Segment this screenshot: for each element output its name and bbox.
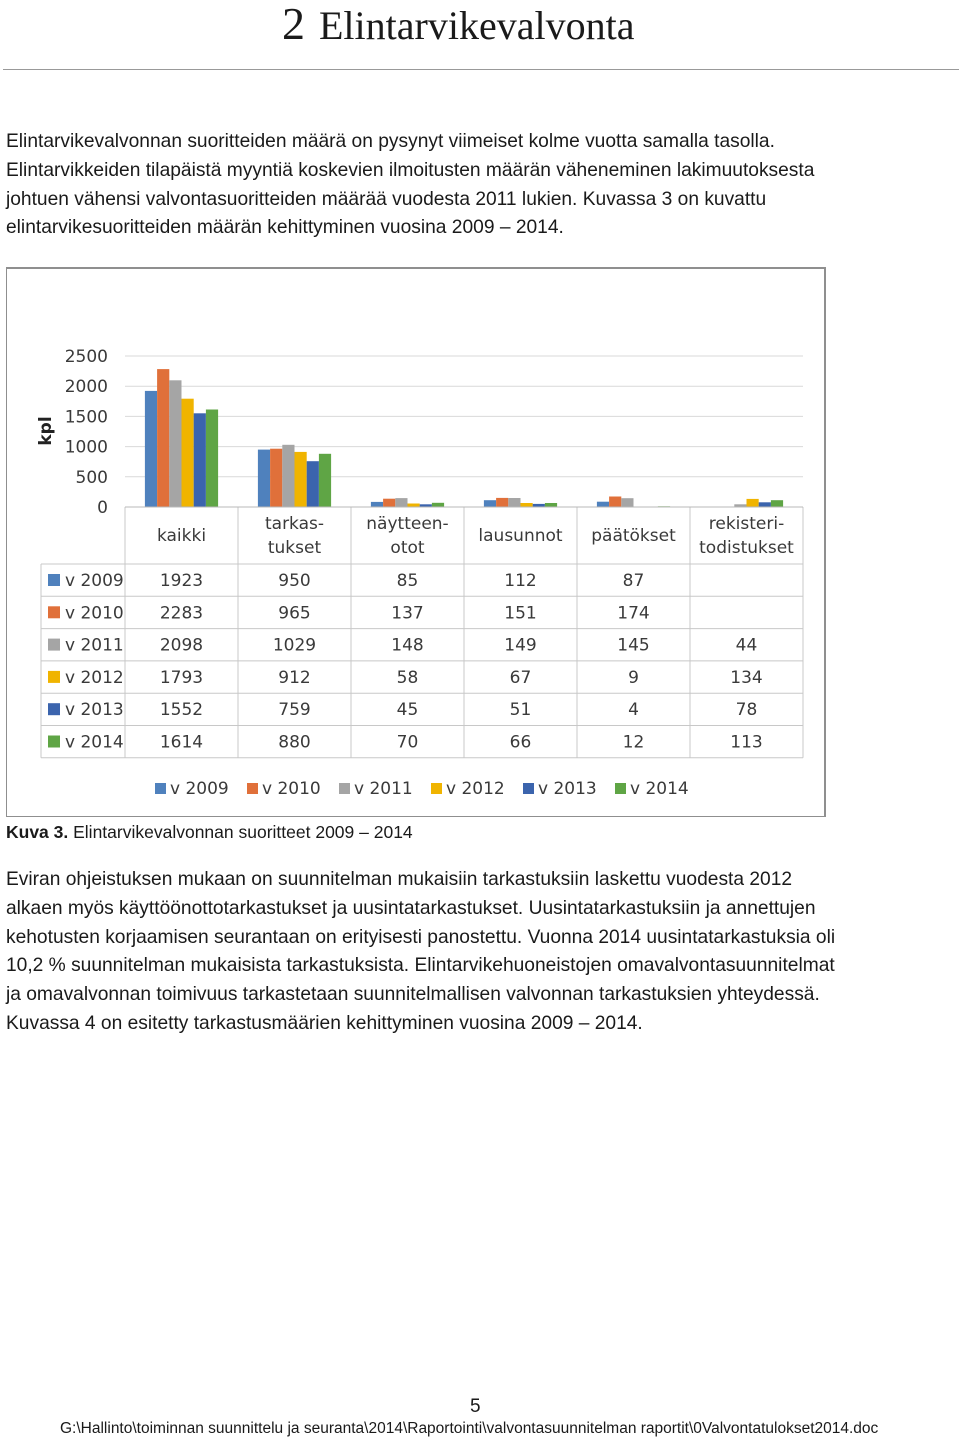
section-number: 2 [282, 0, 305, 49]
legend-key [155, 783, 166, 794]
bar-v-2014 [545, 503, 557, 507]
data-label: 1793 [159, 667, 204, 688]
category-label: kaikki [156, 526, 207, 546]
intro-paragraph [6, 128, 956, 243]
intro-line: Elintarvikevalvonnan suoritteiden määrä on pysynyt viimeiset kolme vuotta samalla tasolla. [6, 131, 775, 152]
bar-v-2011 [508, 498, 520, 507]
bar-v-2014 [319, 454, 331, 507]
data-label: 70 [396, 732, 419, 753]
legend-entry: v 2009 [170, 779, 229, 799]
legend-entry: v 2011 [354, 779, 413, 799]
legend-entry: v 2013 [538, 779, 597, 799]
y-tick-label: 2000 [64, 377, 108, 398]
bar-v-2012 [408, 504, 420, 508]
table-series-label: v 2009 [65, 571, 124, 591]
bar-v-2009 [371, 502, 383, 507]
data-label: 149 [504, 635, 537, 656]
legend-key [339, 783, 350, 794]
data-label: 112 [504, 571, 537, 591]
data-label: 1552 [159, 700, 204, 721]
table-legend-key [48, 574, 60, 586]
bar-v-2009 [145, 391, 157, 507]
data-label: 45 [396, 700, 419, 721]
category-label: näytteen- [366, 514, 449, 534]
bar-v-2013 [194, 413, 206, 507]
data-label: 85 [396, 571, 419, 591]
bar-v-2011 [169, 380, 181, 507]
bar-v-2012 [521, 503, 533, 507]
section-heading [282, 0, 634, 50]
data-label: 965 [278, 603, 311, 624]
bar-v-2009 [258, 450, 270, 507]
bar-v-2010 [383, 499, 395, 507]
bar-v-2010 [157, 369, 169, 507]
bar-v-2012 [747, 499, 759, 507]
category-label: tarkas- [264, 514, 325, 534]
table-legend-key [48, 703, 60, 715]
data-label: 134 [730, 667, 763, 688]
body-line: ja omavalvonnan toimivuus tarkastetaan suunnitelmallisen valvonnan tarkastuksien yhteydessä. [6, 984, 820, 1006]
heading-rule [3, 69, 959, 70]
y-tick-label: 2500 [64, 347, 108, 367]
data-label: 148 [391, 635, 424, 656]
table-series-label: v 2013 [65, 700, 124, 721]
category-label: todistukset [699, 538, 794, 558]
data-label: 1923 [159, 571, 204, 591]
bar-chart [7, 269, 825, 816]
bar-v-2013 [759, 502, 771, 507]
footer-file-path: G:\Hallinto\toiminnan suunnittelu ja seuranta\2014\Raportointi\valvontasuunnitelman raportit\0Valvontatulokset2014.doc [60, 1420, 879, 1437]
body-line: Eviran ohjeistuksen mukaan on suunnitelman mukaisiin tarkastuksiin laskettu vuodesta 2012 [6, 869, 793, 890]
body-line: 10,2 % suunnitelman mukaisista tarkastuksista. Elintarvikehuoneistojen omavalvontasuunnitelmat [6, 955, 835, 977]
intro-line: johtuen vähensi valvontasuoritteiden määrää vuodesta 2011 lukien. Kuvassa 3 on kuvattu [6, 188, 767, 210]
data-label: 912 [278, 667, 311, 688]
figure-caption [6, 822, 413, 843]
data-label: 58 [396, 667, 419, 688]
bar-v-2011 [621, 498, 633, 507]
body-line: Kuvassa 4 on esitetty tarkastusmäärien kehittyminen vuosina 2009 – 2014. [6, 1012, 643, 1034]
legend-key [431, 783, 442, 794]
data-label: 1614 [159, 732, 204, 753]
bar-v-2011 [395, 498, 407, 507]
bar-v-2010 [270, 449, 282, 507]
data-label: 2283 [159, 603, 204, 624]
data-label: 2098 [159, 635, 204, 656]
data-label: 950 [278, 571, 311, 591]
bar-v-2013 [307, 461, 319, 507]
table-series-label: v 2010 [65, 603, 124, 624]
legend-key [615, 783, 626, 794]
table-series-label: v 2011 [65, 635, 124, 656]
intro-line: elintarvikesuoritteiden määrän kehittyminen vuosina 2009 – 2014. [6, 217, 564, 239]
data-label: 113 [730, 732, 763, 753]
body-line: alkaen myös käyttöönottotarkastukset ja uusintatarkastukset. Uusintatarkastuksiin ja annettujen [6, 897, 816, 919]
data-label: 66 [509, 732, 532, 753]
legend-key [247, 783, 258, 794]
table-legend-key [48, 606, 60, 618]
data-label: 9 [628, 667, 639, 688]
data-label: 4 [628, 700, 639, 721]
data-label: 12 [622, 732, 645, 753]
bar-v-2014 [206, 410, 218, 508]
table-series-label: v 2014 [65, 732, 124, 753]
page-number: 5 [470, 1396, 481, 1417]
data-label: 78 [735, 700, 758, 721]
category-label: otot [390, 538, 425, 558]
legend-key [523, 783, 534, 794]
data-label: 759 [278, 700, 311, 721]
body-paragraph [6, 866, 956, 1039]
y-tick-label: 1000 [64, 437, 108, 458]
data-label: 1029 [272, 635, 317, 656]
intro-line: Elintarvikkeiden tilapäistä myyntiä koskevien ilmoitusten määrän väheneminen lakimuutoksesta [6, 159, 815, 181]
data-label: 145 [617, 635, 650, 656]
y-tick-label: 500 [75, 467, 108, 488]
table-legend-key [48, 639, 60, 651]
bar-v-2009 [597, 502, 609, 507]
bar-v-2010 [609, 497, 621, 508]
bar-v-2010 [496, 498, 508, 507]
table-legend-key [48, 671, 60, 683]
category-label: rekisteri- [708, 514, 785, 534]
bar-v-2014 [432, 503, 444, 507]
data-label: 67 [509, 667, 532, 688]
bar-v-2014 [771, 500, 783, 507]
data-label: 87 [622, 571, 645, 591]
legend-entry: v 2012 [446, 779, 505, 799]
legend-entry: v 2014 [630, 779, 689, 799]
chart-figure [6, 267, 826, 817]
data-label: 51 [509, 700, 532, 721]
bar-v-2009 [484, 500, 496, 507]
table-series-label: v 2012 [65, 667, 124, 688]
data-label: 151 [504, 603, 537, 624]
bar-v-2012 [182, 399, 194, 507]
body-line: kehotusten korjaamisen seurantaan on erityisesti panostettu. Vuonna 2014 uusintatarkastuksia oli [6, 926, 836, 948]
category-label: päätökset [591, 526, 676, 546]
y-tick-label: 1500 [64, 407, 108, 428]
y-tick-label: 0 [97, 498, 108, 518]
data-label: 174 [617, 603, 650, 624]
y-axis-label: kpl [36, 416, 56, 446]
table-legend-key [48, 736, 60, 748]
category-label: tukset [267, 538, 322, 558]
data-label: 44 [735, 635, 758, 656]
data-label: 137 [391, 603, 424, 624]
data-label: 880 [278, 732, 311, 753]
bar-v-2011 [282, 445, 294, 507]
section-title: Elintarvikevalvonta [319, 3, 635, 48]
caption-label: Kuva 3. [6, 822, 69, 842]
category-label: lausunnot [478, 526, 563, 546]
caption-text: Elintarvikevalvonnan suoritteet 2009 – 2014 [73, 822, 413, 842]
legend-entry: v 2010 [262, 779, 321, 799]
bar-v-2012 [295, 452, 307, 507]
